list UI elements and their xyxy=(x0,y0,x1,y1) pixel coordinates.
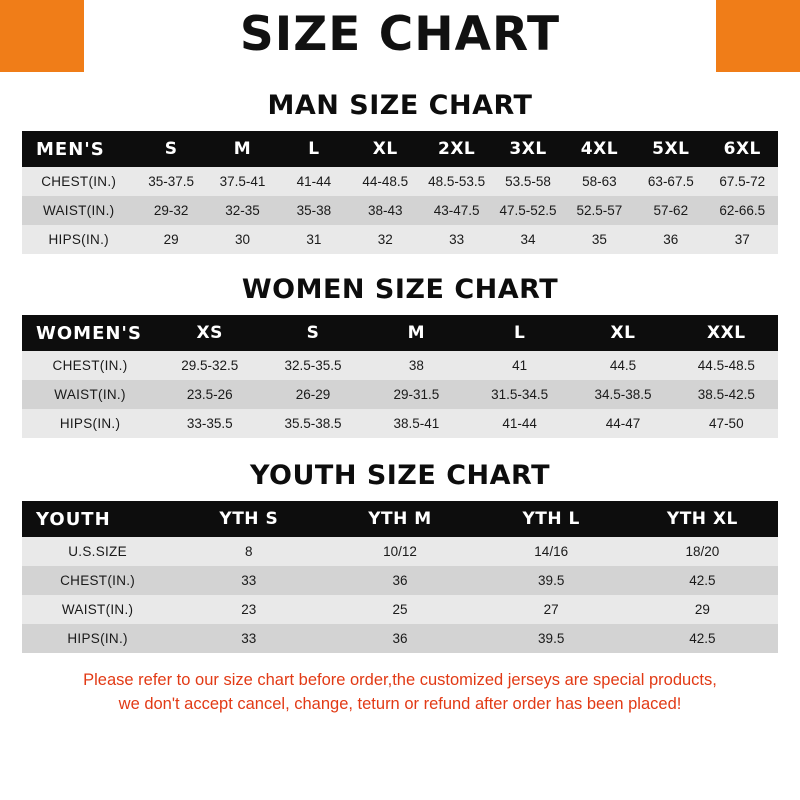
cell: 34 xyxy=(520,232,536,247)
cell: 41-44 xyxy=(502,416,537,431)
row-label: U.S.SIZE xyxy=(68,544,127,559)
table-row xyxy=(22,409,778,438)
cell: 18/20 xyxy=(685,544,720,559)
table-row xyxy=(22,167,778,196)
cell: 62-66.5 xyxy=(719,203,766,218)
cell: 35.5-38.5 xyxy=(284,416,342,431)
cell: 44-47 xyxy=(605,416,641,431)
women-section-title: WOMEN SIZE CHART xyxy=(241,274,559,305)
cell: 23 xyxy=(241,602,257,617)
cell: 30 xyxy=(234,232,250,247)
row-label: WAIST(IN.) xyxy=(54,387,126,402)
cell: 48.5-53.5 xyxy=(428,174,486,189)
cell: 38-43 xyxy=(367,203,403,218)
cell: 39.5 xyxy=(538,573,565,588)
cell: 10/12 xyxy=(383,544,417,559)
women-col-header: L xyxy=(514,323,526,343)
man-col-header: 4XL xyxy=(580,139,619,159)
man-size-table xyxy=(22,131,778,254)
cell: 58-63 xyxy=(582,174,617,189)
cell: 31 xyxy=(306,232,322,247)
row-label: HIPS(IN.) xyxy=(67,631,128,646)
table-row xyxy=(22,225,778,254)
cell: 36 xyxy=(392,631,408,646)
cell: 37.5-41 xyxy=(219,174,266,189)
cell: 67.5-72 xyxy=(719,174,766,189)
youth-section-title: YOUTH SIZE CHART xyxy=(249,460,551,491)
women-col-header: M xyxy=(407,323,426,343)
cell: 29 xyxy=(163,232,179,247)
man-col-header: L xyxy=(308,139,320,159)
row-label: CHEST(IN.) xyxy=(52,358,128,373)
women-table-body xyxy=(22,315,778,438)
cell: 29-31.5 xyxy=(393,387,440,402)
page-title: SIZE CHART xyxy=(239,6,561,62)
cell: 33 xyxy=(241,631,257,646)
cell: 38.5-41 xyxy=(393,416,440,431)
cell: 33 xyxy=(449,232,465,247)
row-label: WAIST(IN.) xyxy=(42,203,115,218)
header-banner xyxy=(0,0,800,72)
cell: 25 xyxy=(392,602,408,617)
man-corner-label: MEN'S xyxy=(36,138,105,160)
cell: 29-32 xyxy=(153,203,189,218)
man-col-header: 5XL xyxy=(652,139,690,159)
table-row xyxy=(22,537,778,566)
women-col-header: XL xyxy=(610,323,636,343)
cell: 37 xyxy=(734,232,750,247)
row-label: CHEST(IN.) xyxy=(41,174,117,189)
cell: 43-47.5 xyxy=(433,203,480,218)
cell: 44.5 xyxy=(609,358,637,373)
disclaimer-note xyxy=(20,669,780,717)
youth-table-wrap xyxy=(22,501,778,653)
man-section-title: MAN SIZE CHART xyxy=(267,90,533,121)
man-col-header: M xyxy=(233,139,252,159)
table-row xyxy=(22,595,778,624)
cell: 29 xyxy=(694,602,710,617)
cell: 42.5 xyxy=(689,631,716,646)
women-table-wrap xyxy=(22,315,778,438)
cell: 36 xyxy=(663,232,679,247)
youth-col-header: YTH XL xyxy=(666,509,738,529)
cell: 32 xyxy=(377,232,393,247)
cell: 34.5-38.5 xyxy=(594,387,652,402)
youth-col-header: YTH S xyxy=(219,509,279,529)
row-label: HIPS(IN.) xyxy=(48,232,109,247)
man-table-wrap xyxy=(22,131,778,254)
cell: 52.5-57 xyxy=(576,203,623,218)
cell: 57-62 xyxy=(653,203,689,218)
man-table-body xyxy=(22,131,778,254)
cell: 38.5-42.5 xyxy=(697,387,755,402)
youth-header-row xyxy=(22,501,778,537)
cell: 8 xyxy=(245,544,253,559)
cell: 32-35 xyxy=(225,203,260,218)
cell: 32.5-35.5 xyxy=(284,358,342,373)
man-col-header: XL xyxy=(372,139,398,159)
table-row xyxy=(22,351,778,380)
cell: 33 xyxy=(241,573,257,588)
women-header-row xyxy=(22,315,778,351)
man-header-row xyxy=(22,131,778,167)
cell: 44.5-48.5 xyxy=(697,358,755,373)
man-col-header: 6XL xyxy=(723,139,761,159)
women-corner-label: WOMEN'S xyxy=(36,322,142,344)
cell: 42.5 xyxy=(689,573,716,588)
note-line-2: we don't accept cancel, change, teturn or refund after order has been placed! xyxy=(118,694,682,713)
women-col-header: XXL xyxy=(707,323,746,343)
cell: 33-35.5 xyxy=(186,416,233,431)
cell: 47-50 xyxy=(709,416,744,431)
women-size-table xyxy=(22,315,778,438)
cell: 41 xyxy=(512,358,528,373)
man-col-header: 2XL xyxy=(438,139,476,159)
cell: 41-44 xyxy=(296,174,332,189)
youth-size-table xyxy=(22,501,778,653)
cell: 23.5-26 xyxy=(186,387,233,402)
table-row xyxy=(22,566,778,595)
cell: 35-38 xyxy=(296,203,332,218)
cell: 38 xyxy=(408,358,424,373)
table-row xyxy=(22,624,778,653)
note-line-1: Please refer to our size chart before order,the customized jerseys are special products, xyxy=(83,671,717,689)
youth-corner-label: YOUTH xyxy=(36,508,111,530)
cell: 39.5 xyxy=(538,631,565,646)
cell: 35-37.5 xyxy=(148,174,194,189)
cell: 29.5-32.5 xyxy=(181,358,239,373)
cell: 31.5-34.5 xyxy=(491,387,549,402)
youth-col-header: YTH M xyxy=(368,509,432,529)
cell: 47.5-52.5 xyxy=(499,203,557,218)
youth-col-header: YTH L xyxy=(522,509,580,529)
women-col-header: S xyxy=(306,323,320,343)
cell: 44-48.5 xyxy=(362,174,409,189)
banner-title-plate xyxy=(84,0,716,72)
cell: 36 xyxy=(392,573,408,588)
row-label: WAIST(IN.) xyxy=(61,602,134,617)
youth-table-body xyxy=(22,501,778,653)
cell: 14/16 xyxy=(534,544,569,559)
table-row xyxy=(22,380,778,409)
cell: 53.5-58 xyxy=(505,174,551,189)
row-label: CHEST(IN.) xyxy=(60,573,136,588)
women-col-header: XS xyxy=(196,323,223,343)
cell: 26-29 xyxy=(295,387,331,402)
cell: 27 xyxy=(543,602,559,617)
man-col-header: S xyxy=(164,139,178,159)
row-label: HIPS(IN.) xyxy=(59,416,121,431)
cell: 35 xyxy=(591,232,607,247)
cell: 63-67.5 xyxy=(647,174,694,189)
man-col-header: 3XL xyxy=(509,139,547,159)
table-row xyxy=(22,196,778,225)
